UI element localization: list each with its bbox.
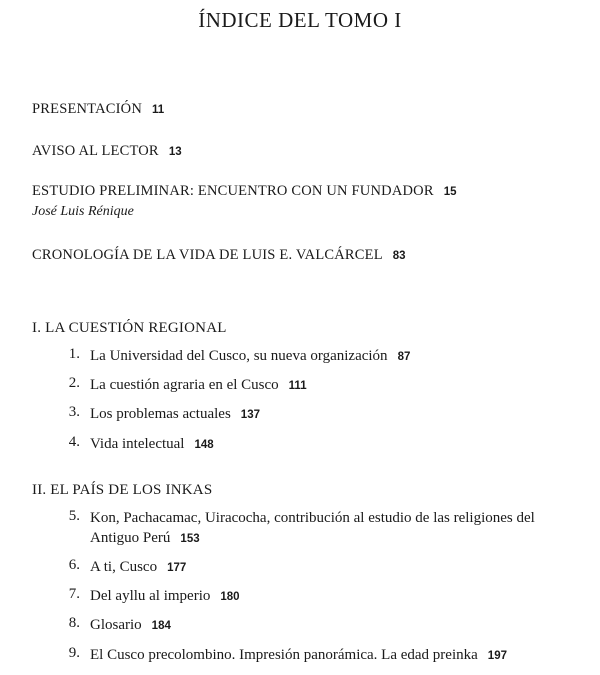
toc-item-number: 9. [68,645,80,661]
toc-entry-presentacion [32,101,164,118]
toc-item-number: 8. [68,615,80,631]
section-heading: I. LA CUESTIÓN REGIONAL [32,320,227,336]
toc-item [58,586,578,607]
toc-entry-page: 83 [392,250,406,262]
toc-item-label: Del ayllu al imperio [90,588,211,604]
toc-entry-estudio [32,183,457,200]
toc-item-number: 2. [68,375,80,391]
toc-item-number: 5. [68,508,80,524]
toc-item-page: 87 [397,351,411,363]
toc-item-page: 148 [194,439,214,451]
toc-entry-page: 13 [168,146,182,158]
toc-item-number: 1. [68,346,80,362]
toc-entry-page: 11 [152,104,165,116]
toc-item-label: A ti, Cusco [90,559,158,575]
toc-entry-aviso [32,143,182,160]
toc-item-label: Los problemas actuales [90,406,231,422]
toc-item-page: 177 [167,562,187,574]
toc-entry-author: José Luis Rénique [32,204,134,219]
toc-item-page: 184 [151,620,171,632]
toc-entry-cronologia [32,247,406,264]
toc-item-label: El Cusco precolombino. Impresión panorámica. La edad preinka [90,647,478,663]
section-heading: II. EL PAÍS DE LOS INKAS [32,482,213,498]
toc-item-page: 180 [220,591,240,603]
toc-item [58,557,578,578]
toc-entry-label: AVISO AL LECTOR [32,143,159,159]
toc-item-number: 4. [68,434,80,450]
toc-item-number: 3. [68,404,80,420]
toc-entry-page: 15 [443,186,457,198]
toc-item [58,346,578,367]
toc-item-label: Glosario [90,617,142,633]
toc-item-page: 111 [288,380,307,392]
toc-item-label: La cuestión agraria en el Cusco [90,377,279,393]
toc-item-label: La Universidad del Cusco, su nueva organización [90,348,388,364]
toc-item-page: 137 [240,409,260,421]
toc-item [58,508,578,549]
toc-item [58,434,578,455]
toc-entry-label: CRONOLOGÍA DE LA VIDA DE LUIS E. VALCÁRCEL [32,247,383,263]
toc-item [58,404,578,425]
page-title: ÍNDICE DEL TOMO I [198,8,402,32]
toc-item [58,375,578,396]
toc-entry-label: ESTUDIO PRELIMINAR: ENCUENTRO CON UN FUNDADOR [32,183,434,199]
toc-item [58,615,578,636]
toc-item-number: 6. [68,557,80,573]
toc-item-number: 7. [68,586,80,602]
toc-item [58,645,578,666]
toc-item-page: 197 [487,650,507,662]
toc-entry-label: PRESENTACIÓN [32,101,142,117]
toc-item-label: Vida intelectual [90,436,185,452]
toc-item-page: 153 [180,533,200,545]
toc-item-label: Kon, Pachacamac, Uiracocha, contribución al estudio de las religiones del Antiguo Perú [90,510,535,546]
